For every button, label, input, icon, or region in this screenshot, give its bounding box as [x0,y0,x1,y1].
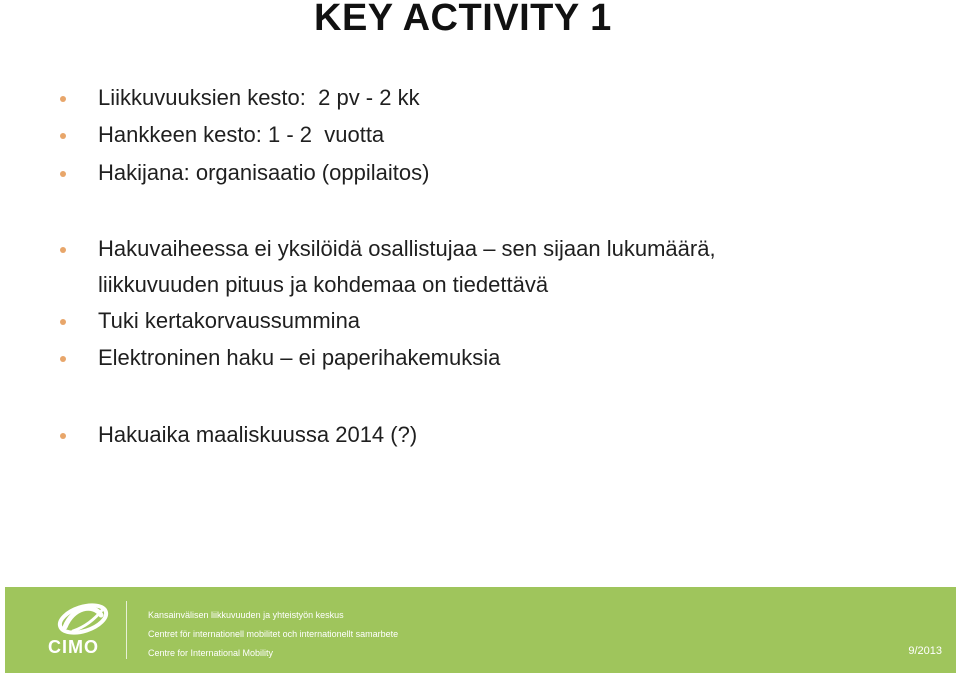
bullet-dot-icon [60,433,66,439]
bullet-dot-icon [60,319,66,325]
organization-name-fi: Kansainvälisen liikkuvuuden ja yhteistyön keskus [148,610,344,620]
cimo-logo-icon [43,597,123,637]
bullet-text: Liikkuvuuksien kesto: 2 pv - 2 kk [98,85,420,110]
logo-text: CIMO [48,637,99,657]
bullet-dot-icon [60,356,66,362]
bullet-text: Hankkeen kesto: 1 - 2 vuotta [98,122,385,147]
slide-title: KEY ACTIVITY 1 [314,0,612,39]
footer-bar [5,587,956,673]
bullet-text: Hakuvaiheessa ei yksilöidä osallistujaa – sen sijaan lukumäärä, liikkuvuuden pituus ja kohdemaa on tiedettävä [98,236,716,297]
bullet-item [60,162,920,198]
bullet-item [60,238,920,310]
bullet-dot-icon [60,171,66,177]
bullet-dot-icon [60,133,66,139]
organization-name-en: Centre for International Mobility [148,648,274,658]
organization-name-sv: Centret för internationell mobilitet och internationellt samarbete [148,629,399,639]
bullet-text: Hakuaika maaliskuussa 2014 (?) [98,422,418,447]
bullet-text: Elektroninen haku – ei paperihakemuksia [98,345,501,370]
slide-date: 9/2013 [908,645,942,657]
bullet-dot-icon [60,96,66,102]
bullet-dot-icon [60,247,66,253]
organization-name [148,606,468,663]
bullet-item [60,347,920,383]
footer-divider [126,601,127,659]
bullet-text: Tuki kertakorvaussummina [98,308,361,333]
bullet-item [60,424,920,460]
bullet-text: Hakijana: organisaatio (oppilaitos) [98,160,430,185]
